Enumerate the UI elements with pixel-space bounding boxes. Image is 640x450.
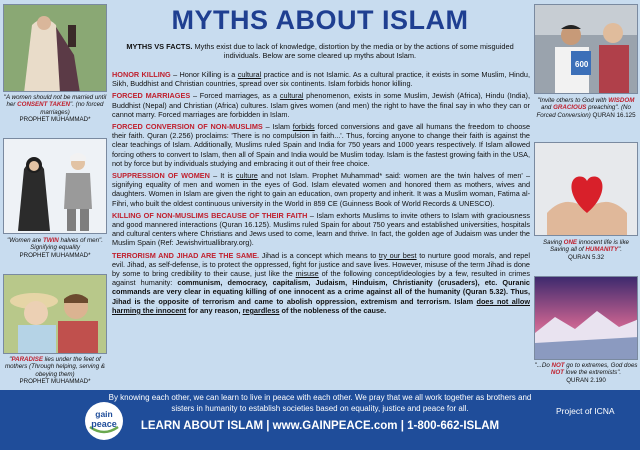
myth-heading: FORCED MARRIAGES [112,91,191,101]
myth-text: forbids [292,122,315,132]
myth-text: practice and is not Islamic. As a cultural practice, it exists in some Muslim, Hindu, Sikh, Buddhist and Christian countries, spread over six continents. Islam forbids honor killing. [112,70,530,89]
myth-section [112,70,530,88]
myth-heading: TERRORISM AND JIHAD ARE THE SAME. [112,250,260,260]
logo-text-bottom: peace [91,419,117,429]
myth-heading: KILLING OF NON-MUSLIMS BECAUSE OF THEIR FAITH [112,210,308,220]
logo-text-top: gain [95,409,113,419]
myth-text: – Honor Killing is a [170,70,238,79]
photo-landscape [534,276,638,360]
myth-text: misuse [295,269,319,279]
myth-text: try our best [378,250,417,260]
gainpeace-logo [84,401,124,441]
myth-text: to nurture good morals, and repel evil. Jihad, as self-defense, is to protect the oppressed, fight for justice and save lives. However, misuse of the term Jihad is done by some to bring credibility to their cause, just like the [112,250,530,279]
myth-section [112,122,530,168]
myth-text: regardless [242,305,280,315]
page-title: MYTHS ABOUT ISLAM [171,5,469,35]
myth-text: phenomenon, exists in some Muslim, Jewish (Africa), Hindu (India), Buddhist (Nepal) and Christian (Africa) cultures. Islam gives women (and men) the right to have the final say in who they can or cannot marry. Forced marriages are forbidden in Islam. [112,91,530,119]
caption-consent: "A women should not be married until her CONSENT TAKEN". (no forced marriages) PROPHET MUHAMMAD* [3,94,107,124]
photo-book-number: 600 [575,60,589,69]
intro-paragraph [112,42,528,61]
myth-text: of the nobleness of the cause. [279,305,387,315]
woman-man-illustration [4,139,107,234]
myth-text: communism, democracy, capitalism, Judaism, Hinduism, Christianity (crusaders), etc. Quranic commands are very clear in equating killing of one innocent as a crime against all of the humanity (Quran 5.32). Thus, Jihad is the opposite of terrorism and came to abolish oppression, extremism and terrorism. Islam [112,278,530,306]
myth-text: Jihad is a concept which means to [259,250,379,260]
photo-bride [3,4,107,92]
footer-contact: LEARN ABOUT ISLAM | www.GAINPEACE.com | 1-800-662-ISLAM [140,420,500,432]
preaching-illustration [535,5,638,94]
bride-illustration [4,5,107,92]
myth-text: of the following concept/ideologies by a few, resulted in crimes against humanity: [112,269,530,288]
caption-saving-one: Saving ONE innocent life is like Saving all of HUMANITY". QURAN 5.32 [543,239,629,261]
myth-text: culture [235,171,258,181]
myth-text: – Forced marriages, as a [190,91,280,101]
myth-text: cultural [237,70,262,79]
caption-twin-halves: "Women are TWIN halves of men". Signifying equality PROPHET MUHAMMAD* [7,237,103,259]
mother-son-illustration [4,275,107,354]
caption-invite-wisdom: "Invite others to God with WISDOM and GRACIOUS preaching". (No Forced Conversion) QURAN 16.125 [536,97,636,119]
photo-preaching [534,4,638,94]
myth-text: cultural [279,91,304,101]
myth-heading: FORCED CONVERSION OF NON-MUSLIMS [112,122,263,132]
photo-heart-hands [534,142,638,236]
myths-sections [112,70,530,318]
landscape-illustration [535,277,638,360]
caption-paradise: "PARADISE lies under the feet of mothers (Through helping, serving & obeying them) PROPHET MUHAMMAD* [4,356,106,386]
banner-message: By knowing each other, we can learn to live in peace with each other. We pray that we all work together as brothers and sisters in humanity to establish societies based on equality, justice and peace for all. [108,393,532,413]
myth-section [112,171,530,208]
intro-text: Myths exist due to lack of knowledge, distortion by the media or by the actions of some misguided individuals. Below are some cleared up myths about Islam. [192,42,514,61]
myth-text: and not Islam. Prophet Muhammad* said: women are the twin halves of men' – signifying equality of men and women in the eyes of God. Islam elevated women and honored them as mothers, wives and daughters. Women in Islam are given the right to gain an education, own property and inherit. It was a Muslim woman, Fatima al-Fihri, who built the oldest continuous university in the World in 859 CE (Guinness Book of World Records & UNESCO). [112,171,530,208]
heart-hands-illustration [535,143,638,236]
photo-couple-illustration [3,138,107,234]
myth-text: – It is [209,171,236,181]
myth-text: – Islam exhorts Muslims to invite others to Islam with graciousness and good mannered interactions (Quran 16.125). Muslims ruled Spain for about 750 years and established universities, hospitals and cultural centers where Christians and Jews used to come, learn and thrive. In fact, the golden age of Judaism was under the Muslim Spain (Ref: Jewishvirtuallibrary.org). [112,210,530,248]
myth-section [112,251,530,315]
caption-extremes: "...Do NOT go to extremes, God does NOT love the extremists". QURAN 2.190 [534,362,638,384]
photo-mother-son [3,274,107,354]
myth-text: for any reason, [186,305,243,315]
myth-text: – Islam [262,122,293,132]
intro-lead: MYTHS VS FACTS. [126,42,193,51]
myth-text: does not allow harming the innocent [112,296,530,315]
myth-heading: HONOR KILLING [112,70,171,79]
project-credit: Project of ICNA [556,406,615,416]
myth-section [112,91,530,119]
myth-heading: SUPPRESSION OF WOMEN [112,171,210,181]
myth-section [112,211,530,248]
myth-text: forced conversions and gave all humans the freedom to choose their faith. Quran (2.256) proclaims: 'There is no compulsion in faith...'. Thus, forcing anyone to change their faith is against the clear teachings of Islam. Additionally, Muslims ruled Spain and India for 750 years and 1000 years respectively. If Islam allowed forcing others to convert to Islam, then all of Spain and India would be Muslim today. Islam is the fastest growing faith in the USA, not by force but by individuals studying and embracing it out of their free choice. [112,122,531,168]
